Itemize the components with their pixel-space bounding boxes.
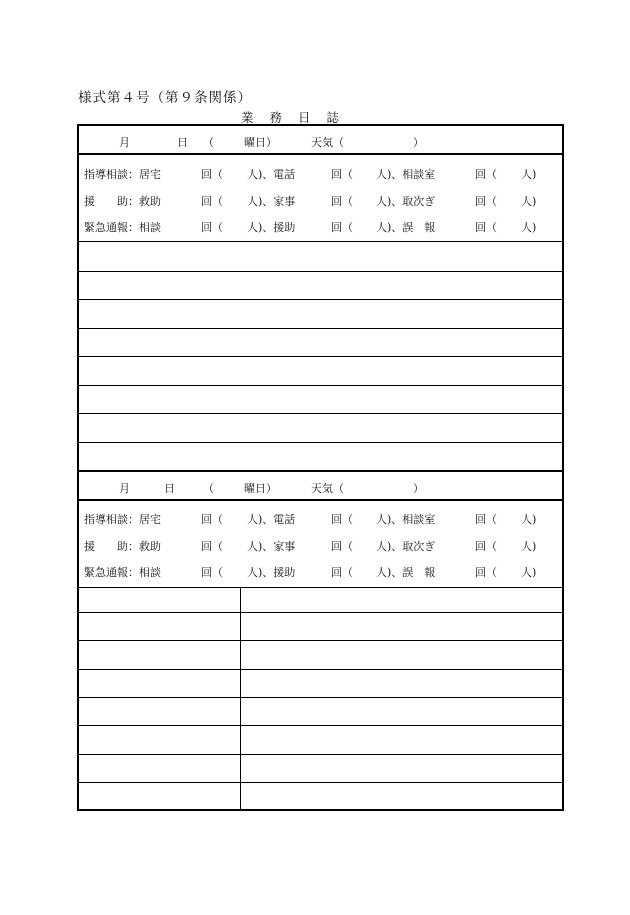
weekday-open: （	[203, 482, 214, 495]
stat-cell: 人)、家事	[247, 195, 296, 208]
stat-cell: 回（	[331, 195, 353, 208]
stat-cell: 人)	[521, 513, 537, 526]
diary-sheet	[77, 124, 564, 811]
stat-cell: 人)、相談室	[376, 513, 436, 526]
entry-line	[79, 697, 562, 698]
month-label: 月	[119, 136, 130, 149]
stat-row-emergency	[79, 564, 562, 584]
stat-cell: 回（	[331, 221, 353, 234]
stat-row-assistance	[79, 538, 562, 558]
stat-row-guidance	[79, 511, 562, 531]
stat-label: 指導相談：居宅	[84, 168, 161, 181]
stat-label: 援 助：救助	[84, 195, 161, 208]
column-divider	[240, 588, 241, 811]
stat-cell: 人)、取次ぎ	[376, 540, 436, 553]
stat-cell: 回（	[201, 168, 223, 181]
stat-cell: 回（	[475, 540, 497, 553]
date-header-1	[79, 126, 562, 155]
stat-cell: 人)、誤 報	[376, 221, 436, 234]
stat-cell: 人)、誤 報	[376, 566, 436, 579]
weather-close: ）	[413, 136, 424, 149]
entry-line	[79, 413, 562, 414]
stat-cell: 回（	[201, 566, 223, 579]
weekday-label: 曜日）	[244, 482, 277, 495]
stat-cell: 人)	[521, 540, 537, 553]
stat-cell: 回（	[201, 513, 223, 526]
stats-block-2	[79, 501, 562, 588]
stat-cell: 回（	[475, 195, 497, 208]
entry-line	[79, 612, 562, 613]
stat-cell: 人)、相談室	[376, 168, 436, 181]
stat-row-assistance	[79, 193, 562, 213]
weekday-label: 曜日）	[244, 136, 277, 149]
weather-close: ）	[413, 482, 424, 495]
stat-cell: 人)	[521, 195, 537, 208]
stat-cell: 回（	[475, 566, 497, 579]
stat-cell: 回（	[331, 168, 353, 181]
entry-line	[79, 754, 562, 755]
stat-cell: 人)、援助	[247, 221, 296, 234]
stat-cell: 人)、電話	[247, 513, 296, 526]
stat-cell: 回（	[475, 221, 497, 234]
date-header-2	[79, 472, 562, 501]
stat-cell: 人)	[521, 566, 537, 579]
entry-line	[79, 669, 562, 670]
month-label: 月	[119, 482, 130, 495]
stat-cell: 回（	[201, 221, 223, 234]
weekday-open: （	[203, 136, 214, 149]
entry-line	[79, 385, 562, 386]
entry-line	[79, 328, 562, 329]
stat-cell: 人)、取次ぎ	[376, 195, 436, 208]
stat-cell: 回（	[331, 513, 353, 526]
form-title: 業 務 日 誌	[241, 110, 340, 125]
entry-line	[79, 356, 562, 357]
stat-cell: 人)	[521, 168, 537, 181]
stat-label: 緊急通報：相談	[84, 566, 161, 579]
stat-cell: 人)、電話	[247, 168, 296, 181]
entry-line	[79, 271, 562, 272]
stat-cell: 回（	[201, 195, 223, 208]
entry-line	[79, 725, 562, 726]
form-number-label: 様式第４号（第９条関係）	[78, 90, 252, 106]
stat-cell: 人)、援助	[247, 566, 296, 579]
stat-cell: 回（	[331, 540, 353, 553]
entry-line	[79, 782, 562, 783]
weather-label: 天気（	[311, 136, 344, 149]
day-label: 日	[177, 136, 188, 149]
stat-cell: 人)、家事	[247, 540, 296, 553]
stat-label: 援 助：救助	[84, 540, 161, 553]
stat-row-guidance	[79, 166, 562, 186]
stat-row-emergency	[79, 219, 562, 239]
entry-line	[79, 640, 562, 641]
entry-line	[79, 442, 562, 443]
stat-cell: 回（	[475, 168, 497, 181]
weather-label: 天気（	[311, 482, 344, 495]
stat-label: 指導相談：居宅	[84, 513, 161, 526]
stat-cell: 回（	[475, 513, 497, 526]
stat-cell: 人)	[521, 221, 537, 234]
stats-block-1	[79, 155, 562, 242]
entry-line	[79, 299, 562, 300]
stat-label: 緊急通報：相談	[84, 221, 161, 234]
day-label: 日	[164, 482, 175, 495]
stat-cell: 回（	[331, 566, 353, 579]
stat-cell: 回（	[201, 540, 223, 553]
